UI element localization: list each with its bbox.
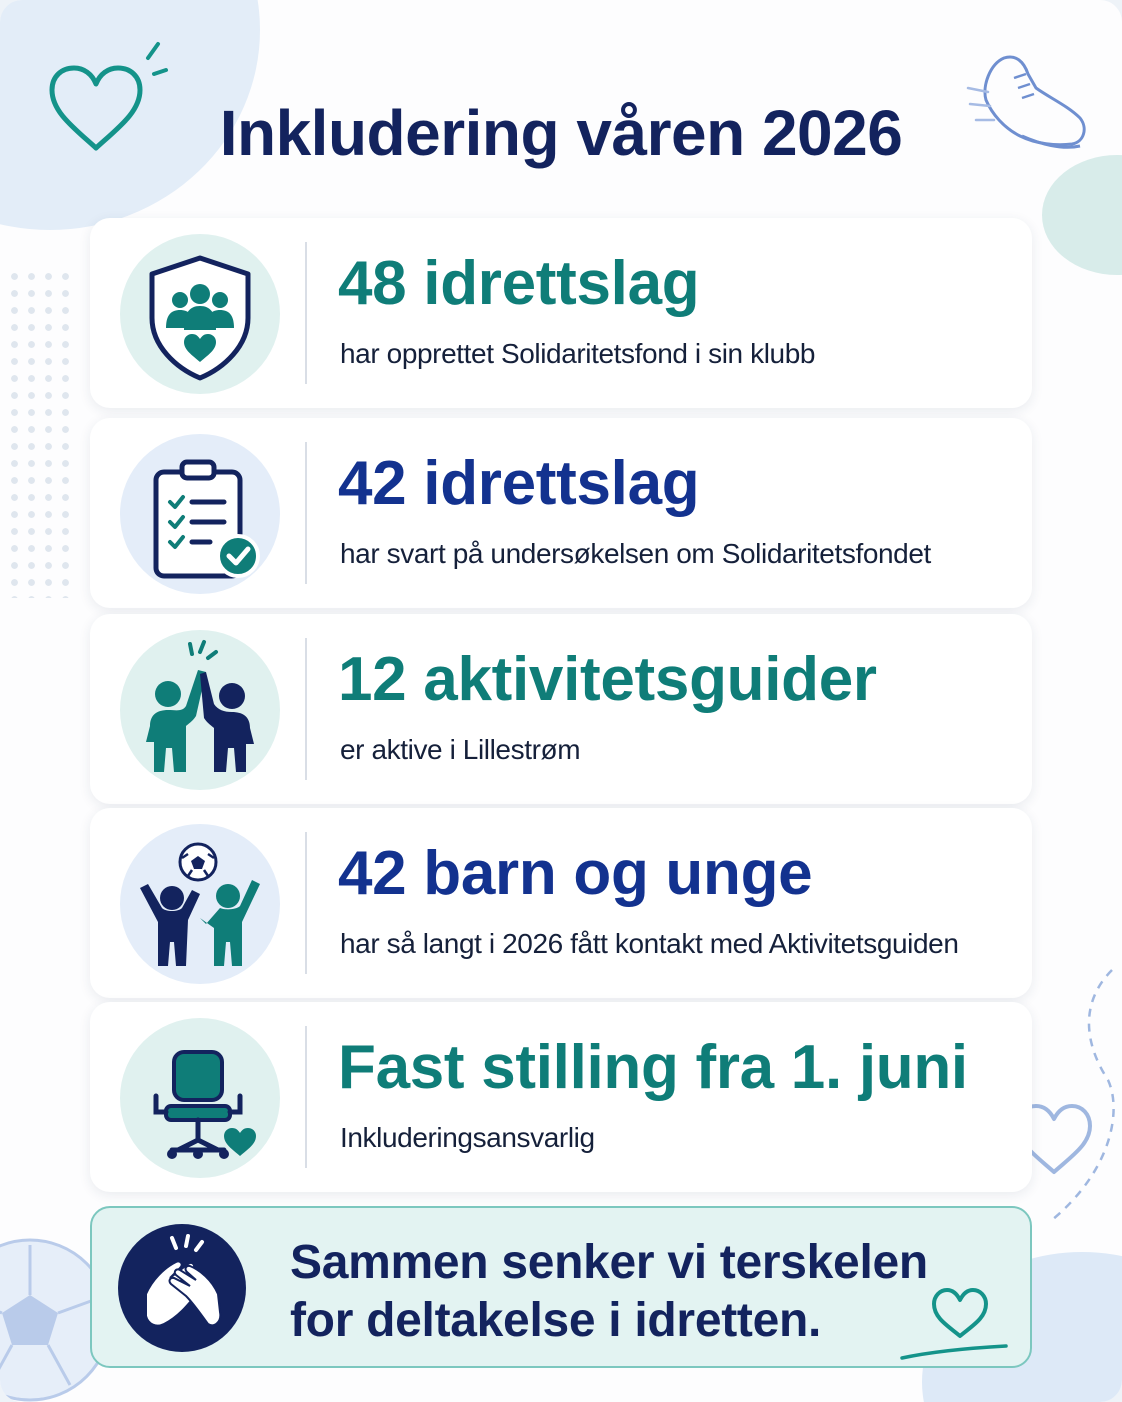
divider (305, 1026, 307, 1168)
stat-description: har opprettet Solidaritetsfond i sin klubb (340, 338, 816, 369)
divider (305, 442, 307, 584)
icon-background (120, 824, 280, 984)
stat-heading: 12 aktivitetsguider (338, 645, 877, 714)
clipboard-checklist-icon (120, 434, 280, 594)
closing-banner (90, 1206, 1032, 1368)
stat-card-idrettslag-survey (90, 418, 1032, 608)
stat-card-fast-stilling (90, 1002, 1032, 1192)
shield-team-heart-icon (120, 234, 280, 394)
stat-description: Inkluderingsansvarlig (340, 1122, 595, 1153)
banner-message (290, 1234, 928, 1350)
stat-heading: 42 barn og unge (338, 839, 813, 908)
page-title: Inkludering våren 2026 (219, 97, 903, 169)
dot-pattern (6, 268, 76, 598)
high-five-icon (120, 630, 280, 790)
stat-description: har så langt i 2026 fått kontakt med Aktivitetsguiden (340, 928, 959, 959)
divider (305, 832, 307, 974)
stat-card-aktivitetsguider (90, 614, 1032, 804)
stat-card-barn-og-unge (90, 808, 1032, 998)
heart-underline-icon (900, 1282, 1010, 1362)
icon-background (120, 630, 280, 790)
divider (305, 638, 307, 780)
office-chair-heart-icon (120, 1018, 280, 1178)
divider (305, 242, 307, 384)
icon-background (120, 434, 280, 594)
banner-line-2: for deltakelse i idretten. (290, 1294, 822, 1347)
clapping-hands-icon (118, 1224, 246, 1352)
banner-line-1: Sammen senker vi terskelen (290, 1236, 928, 1289)
background-blob (1042, 155, 1122, 275)
stat-heading: 42 idrettslag (338, 449, 700, 518)
stat-heading: Fast stilling fra 1. juni (338, 1033, 968, 1102)
stat-description: er aktive i Lillestrøm (340, 734, 581, 765)
icon-background (120, 1018, 280, 1178)
stat-heading: 48 idrettslag (338, 249, 700, 318)
icon-background (120, 234, 280, 394)
stat-card-idrettslag-fond (90, 218, 1032, 408)
children-football-icon (120, 824, 280, 984)
stat-description: har svart på undersøkelsen om Solidaritetsfondet (340, 538, 931, 569)
